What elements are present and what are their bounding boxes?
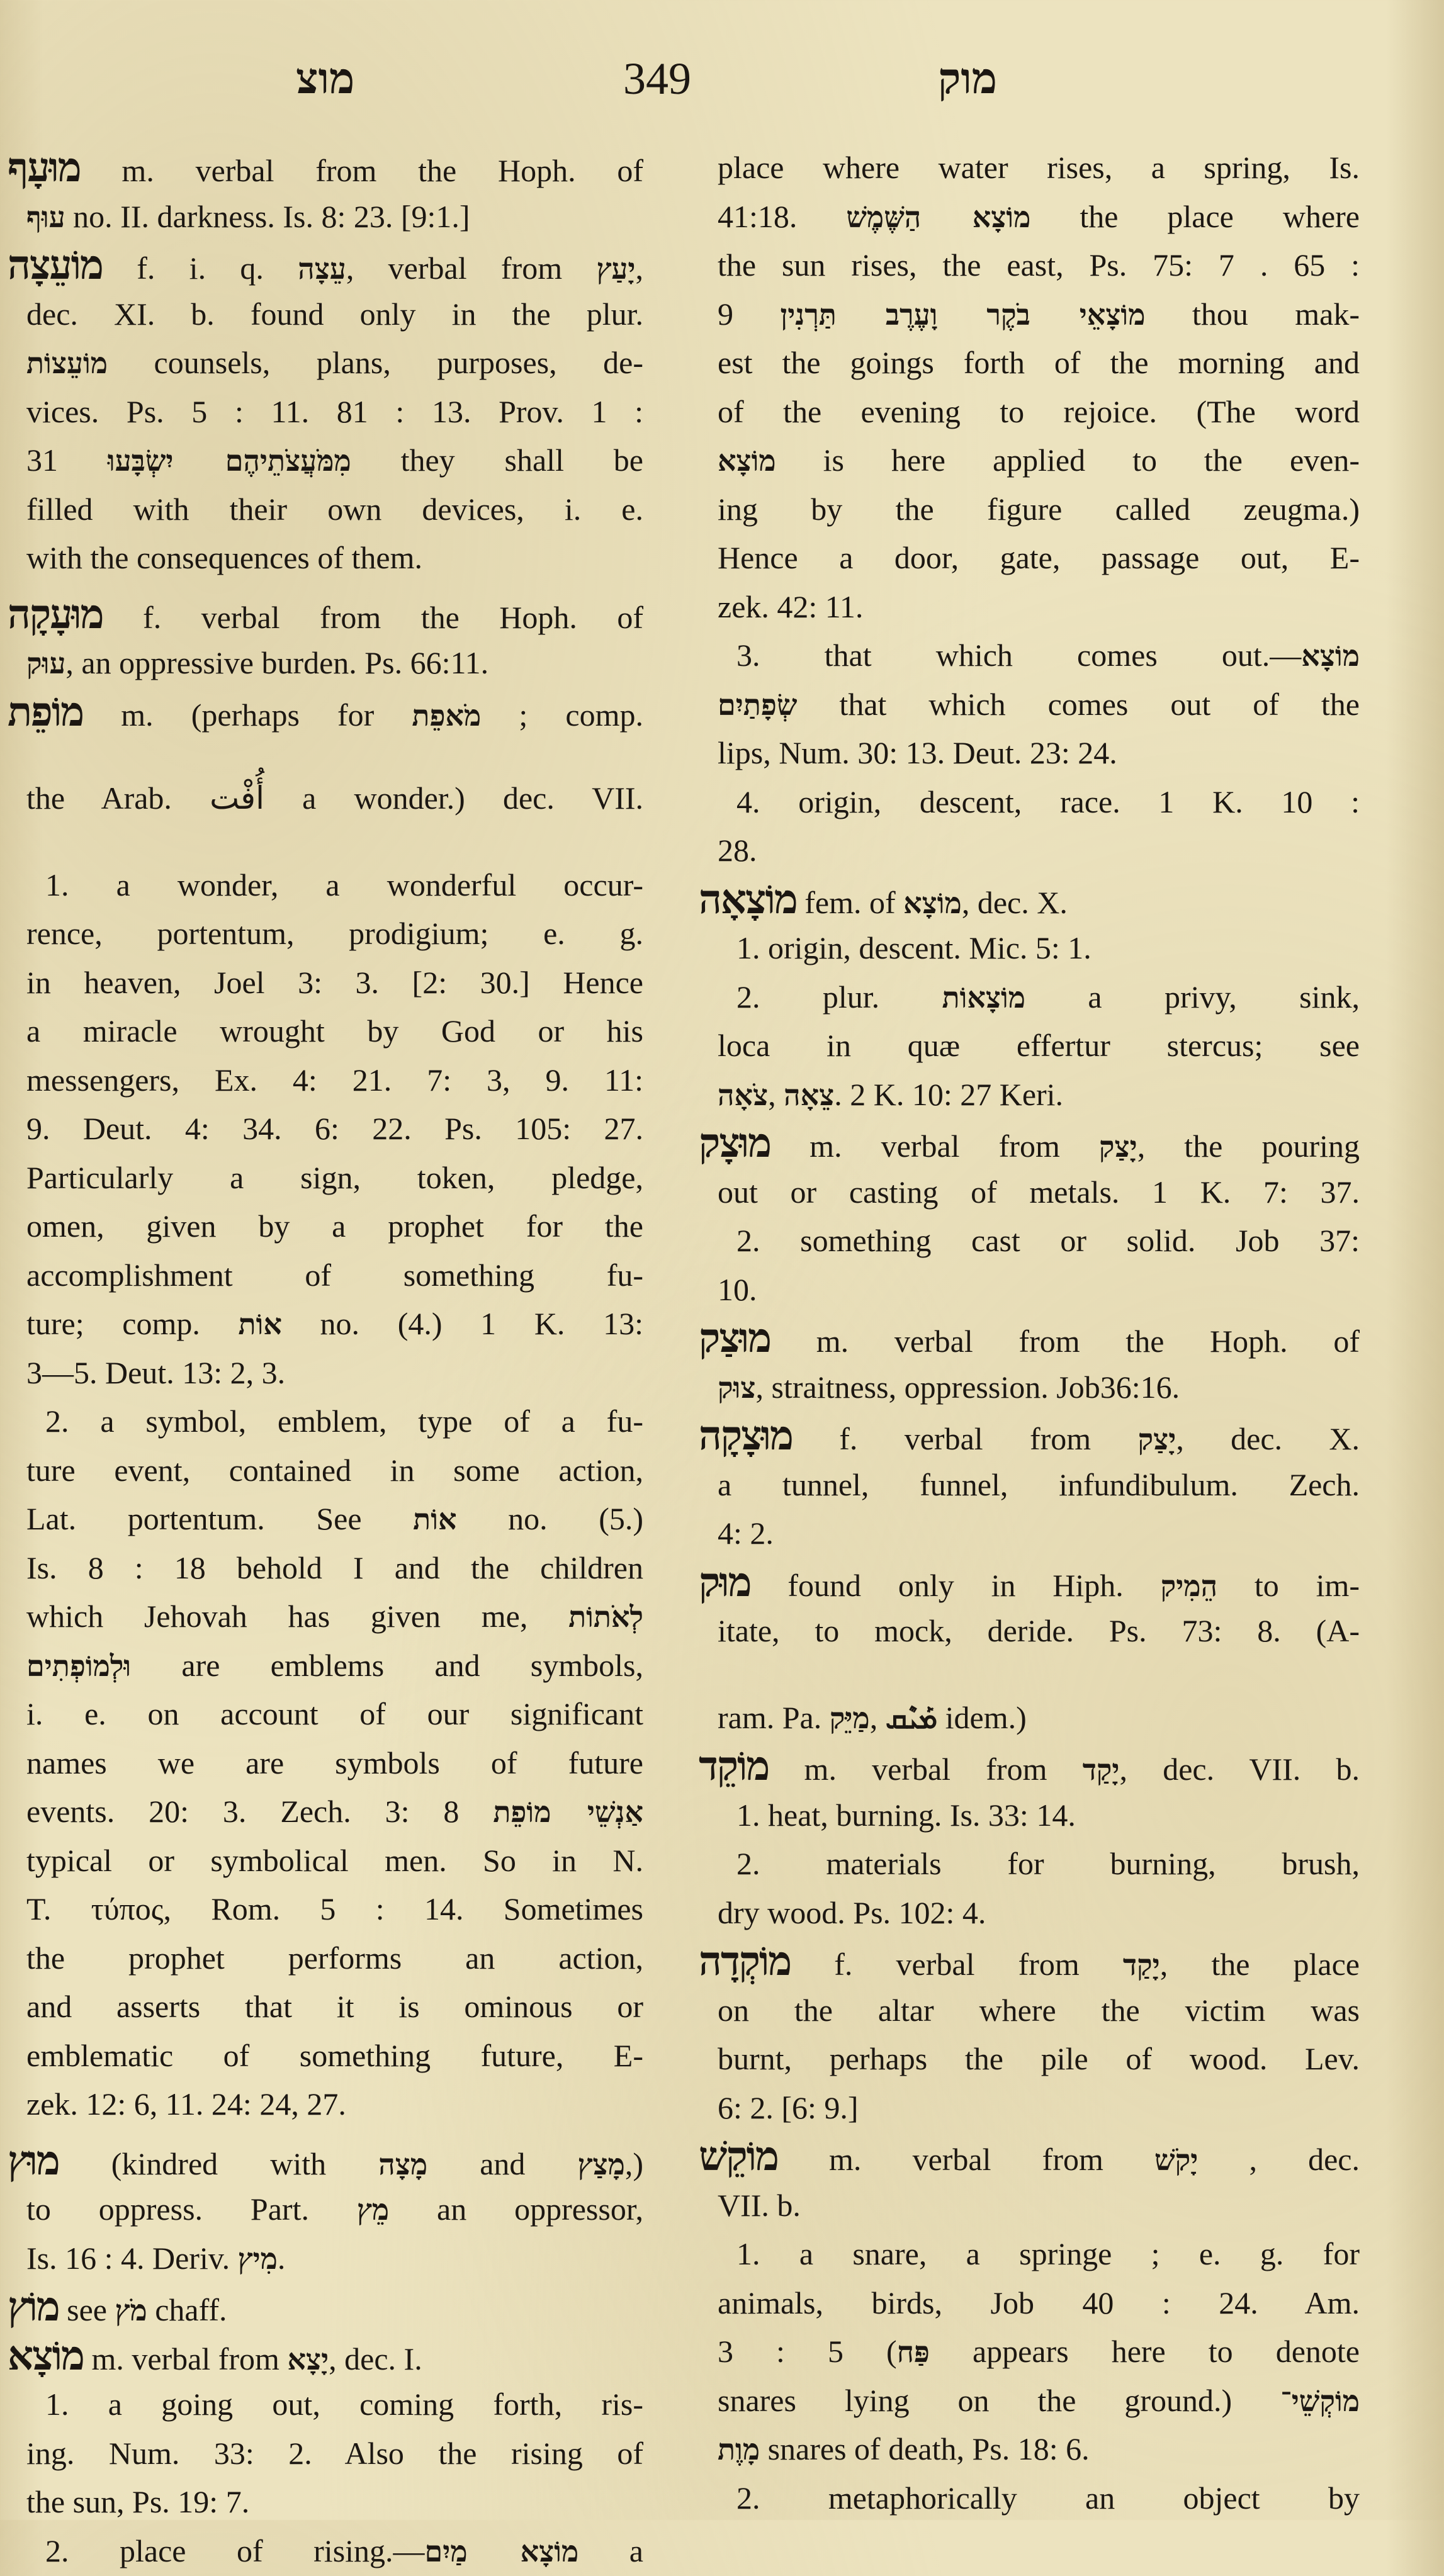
entry-text-line: 2. metaphorically an object by xyxy=(736,2480,1360,2516)
entry-text-line: the sun, Ps. 19: 7. xyxy=(26,2484,250,2519)
entry-text-line: to oppress. Part. מֵץ an oppressor, xyxy=(26,2191,643,2227)
entry-headword-line: מוֹקֵד m. verbal from יָקַד, dec. VII. b. xyxy=(699,1743,1360,1790)
entry-text-line: 2. plur. מוֹצָאוֹת a privy, sink, xyxy=(736,979,1360,1015)
entry-headword-line: מוֹצָאָה fem. of מוֹצָא, dec. X. xyxy=(699,875,1068,923)
headword: מוּץ xyxy=(8,2137,59,2185)
entry-text-line: ture event, contained in some action, xyxy=(26,1452,643,1488)
entry-headword-line: מוּק found only in Hiph. הֵמִיק to im- xyxy=(699,1558,1360,1606)
hebrew-word: יָקַד xyxy=(1122,1948,1160,1982)
headword: מוּעָקָה xyxy=(8,590,103,638)
hebrew-word: מוֹצָא xyxy=(718,444,776,478)
entry-headword-line: מוּצָקָה f. verbal from יָצַק, dec. X. xyxy=(699,1412,1360,1460)
entry-text-line: 6: 2. [6: 9.] xyxy=(718,2089,859,2125)
hebrew-word: יָצָא xyxy=(287,2342,329,2376)
headword: מוֹעֵצָה xyxy=(8,242,103,289)
entry-text-line: and asserts that it is ominous or xyxy=(26,1989,643,2024)
entry-text-line: 2. a symbol, emblem, type of a fu- xyxy=(45,1403,643,1439)
headword: מוּצַק xyxy=(699,1315,771,1362)
hebrew-word: מָצָה xyxy=(378,2147,428,2181)
entry-text-line: snares lying on the ground.) מוֹקְשֵׁי־ xyxy=(718,2382,1360,2418)
entry-text-line: rence, portentum, prodigium; e. g. xyxy=(26,916,643,951)
entry-text-line: zek. 42: 11. xyxy=(718,588,864,624)
entry-text-line: zek. 12: 6, 11. 24: 24, 27. xyxy=(26,2086,346,2122)
headword: מוֹצָא xyxy=(8,2332,84,2380)
headword: מוּצָקָה xyxy=(699,1412,793,1460)
entry-text-line: lips, Num. 30: 13. Deut. 23: 24. xyxy=(718,735,1117,770)
entry-text-line: names we are symbols of future xyxy=(26,1745,643,1780)
entry-text-line: which Jehovah has given me, לְאֹתוֹת xyxy=(26,1599,643,1634)
entry-text-line: 28. xyxy=(718,833,757,868)
hebrew-word: צוּק xyxy=(718,1370,756,1405)
entry-text-line: the sun rises, the east, Ps. 75: 7 . 65 : xyxy=(718,247,1360,283)
entry-text-line: the prophet performs an action, xyxy=(26,1940,643,1976)
entry-text-line: the Arab. أُفْت a wonder.) dec. VII. xyxy=(26,780,643,816)
entry-text-line: of the evening to rejoice. (The word xyxy=(718,393,1360,429)
headword: מוּק xyxy=(699,1558,751,1606)
page-number: 349 xyxy=(623,53,691,104)
entry-text-line: est the goings forth of the morning and xyxy=(718,345,1360,380)
entry-text-line: ing. Num. 33: 2. Also the rising of xyxy=(26,2435,643,2471)
entry-headword-line: מוּעָף m. verbal from the Hoph. of xyxy=(8,144,643,191)
entry-text-line: מוֹעֵצוֹת counsels, plans, purposes, de- xyxy=(26,345,643,380)
hebrew-word: יָעַץ xyxy=(596,252,636,286)
entry-text-line: 9 מוֹצָאֵי בֹקֶר וָעֶרֶב תַּרְנִין thou mak- xyxy=(718,296,1360,332)
entry-text-line: with the consequences of them. xyxy=(26,540,422,575)
entry-text-line: 41:18. מוֹצָא הַשֶּׁמֶשׁ the place where xyxy=(718,198,1360,234)
hebrew-word: מַיֵּק xyxy=(829,1701,870,1735)
entry-text-line: in heaven, Joel 3: 3. [2: 30.] Hence xyxy=(26,964,643,1000)
hebrew-word: מֹאפֵת xyxy=(412,698,482,733)
entry-headword-line: מוֹעֵצָה f. i. q. עֵצָה, verbal from יָעַץ, xyxy=(8,242,643,289)
entry-text-line: itate, to mock, deride. Ps. 73: 8. (A- xyxy=(718,1613,1360,1648)
hebrew-word: יָצַק xyxy=(1137,1422,1176,1456)
entry-text-line: T. τύπος, Rom. 5 : 14. Sometimes xyxy=(26,1891,643,1926)
entry-text-line: a tunnel, funnel, infundibulum. Zech. xyxy=(718,1466,1360,1502)
entry-text-line: on the altar where the victim was xyxy=(718,1992,1360,2028)
entry-text-line: ture; comp. אוֹת no. (4.) 1 K. 13: xyxy=(26,1306,643,1341)
entry-text-line: 1. a wonder, a wonderful occur- xyxy=(45,867,643,903)
hebrew-word: שְׂפָתַיִם xyxy=(718,687,798,722)
headword: מוּצָק xyxy=(699,1120,771,1167)
entry-text-line: עוּק, an oppressive burden. Ps. 66:11. xyxy=(26,645,489,680)
hebrew-word: מוֹצָא מַיִם xyxy=(424,2534,579,2568)
hebrew-word: פַּח xyxy=(896,2335,930,2369)
entry-text-line: Hence a door, gate, passage out, E- xyxy=(718,540,1360,575)
hebrew-word: יָצַק xyxy=(1098,1130,1137,1164)
hebrew-word: לְאֹתוֹת xyxy=(568,1600,643,1634)
entry-headword-line: מוֹפֵת m. (perhaps for מֹאפֵת ; comp. xyxy=(8,688,643,736)
headword: מוֹצָאָה xyxy=(699,875,797,923)
entry-headword-line: מוּעָקָה f. verbal from the Hoph. of xyxy=(8,590,643,638)
entry-text-line: omen, given by a prophet for the xyxy=(26,1208,643,1244)
entry-text-line: filled with their own devices, i. e. xyxy=(26,491,643,527)
right-column xyxy=(699,143,1360,2523)
entry-text-line: 3 : 5 (פַּח appears here to denote xyxy=(718,2334,1360,2369)
entry-text-line: 2. place of rising.—מוֹצָא מַיִם a xyxy=(45,2533,643,2568)
entry-text-line: accomplishment of something fu- xyxy=(26,1257,643,1293)
line-spacer xyxy=(699,1656,1360,1694)
entry-text-line: dry wood. Ps. 102: 4. xyxy=(718,1894,986,1930)
line-spacer xyxy=(8,736,643,774)
entry-text-line: Is. 16 : 4. Deriv. מִיץ. xyxy=(26,2240,286,2276)
entry-headword-line: מוֹצָא m. verbal from יָצָא, dec. I. xyxy=(8,2332,422,2380)
hebrew-word: מוֹצָא xyxy=(903,886,962,920)
entry-text-line: 1. a going out, coming forth, ris- xyxy=(45,2387,643,2422)
entry-text-line: vices. Ps. 5 : 11. 81 : 13. Prov. 1 : xyxy=(26,393,643,429)
entry-text-line: עוּף no. II. darkness. Is. 8: 23. [9:1.] xyxy=(26,198,470,234)
headword: מוֹקֵד xyxy=(699,1743,769,1790)
headword: מוּעָף xyxy=(8,144,81,191)
entry-text-line: events. 20: 3. Zech. 3: 8 אַנְשֵׁי מוֹפֵת xyxy=(26,1794,643,1829)
entry-text-line: 10. xyxy=(718,1271,757,1307)
hebrew-word: מֵץ xyxy=(356,2193,390,2227)
hebrew-word: מֹץ xyxy=(115,2293,147,2327)
entry-text-line: dec. XI. b. found only in the plur. xyxy=(26,296,643,332)
entry-text-line: צֹאָה, צֵאָה. 2 K. 10: 27 Keri. xyxy=(718,1076,1064,1112)
entry-text-line: 2. materials for burning, brush, xyxy=(736,1846,1360,1881)
hebrew-word: וּלְמוֹפְתִים xyxy=(26,1648,132,1683)
entry-text-line: 1. origin, descent. Mic. 5: 1. xyxy=(736,930,1091,965)
hebrew-word: צֹאָה xyxy=(718,1077,769,1112)
hebrew-word: יָקֹשׁ xyxy=(1154,2143,1199,2177)
entry-headword-line: מוּץ (kindred with מָצָה and מָצַץ,) xyxy=(8,2137,643,2185)
entry-text-line: מוֹצָא is here applied to the even- xyxy=(718,442,1360,478)
entry-text-line: 4: 2. xyxy=(718,1516,774,1551)
hebrew-word: צֵאָה xyxy=(784,1077,835,1112)
headword: מוֹקֵשׁ xyxy=(699,2133,778,2180)
entry-text-line: messengers, Ex. 4: 21. 7: 3, 9. 11: xyxy=(26,1062,643,1098)
hebrew-word: ܡܰܝܶܩ xyxy=(885,1701,938,1735)
hebrew-word: מוֹצָא הַשֶּׁמֶשׁ xyxy=(846,200,1031,234)
entry-text-line: ing by the figure called zeugma.) xyxy=(718,491,1360,527)
entry-text-line: animals, birds, Job 40 : 24. Am. xyxy=(718,2285,1360,2320)
hebrew-word: מִיץ xyxy=(237,2241,278,2276)
entry-text-line: Lat. portentum. See אוֹת no. (5.) xyxy=(26,1501,643,1536)
hebrew-word: עוּף xyxy=(26,200,65,234)
entry-headword-line: מוֹקְדָה f. verbal from יָקַד, the place xyxy=(699,1938,1360,1985)
left-guide-word: מוצ xyxy=(296,53,355,104)
hebrew-word: מוֹעֵצוֹת xyxy=(26,346,108,380)
entry-text-line: Is. 8 : 18 behold I and the children xyxy=(26,1550,643,1585)
entry-text-line: loca in quæ effertur stercus; see xyxy=(718,1028,1360,1063)
hebrew-word: אַנְשֵׁי מוֹפֵת xyxy=(493,1795,643,1829)
entry-text-line: 9. Deut. 4: 34. 6: 22. Ps. 105: 27. xyxy=(26,1111,643,1146)
hebrew-word: עֵצָה xyxy=(298,252,346,286)
entry-headword-line: מוּצַק m. verbal from the Hoph. of xyxy=(699,1315,1360,1362)
entry-text-line: burnt, perhaps the pile of wood. Lev. xyxy=(718,2041,1360,2076)
entry-text-line: i. e. on account of our significant xyxy=(26,1696,643,1731)
entry-text-line: 3. that which comes out.—מוֹצָא xyxy=(736,638,1360,673)
entry-text-line: 31 מִמֹּעֲצֹתֵיהֶם יִשְׂבָּעוּ they shall be xyxy=(26,442,643,478)
entry-text-line: 2. something cast or solid. Job 37: xyxy=(736,1223,1360,1258)
entry-text-line: 4. origin, descent, race. 1 K. 10 : xyxy=(736,784,1360,819)
headword: מוֹץ xyxy=(8,2283,59,2331)
entry-text-line: שְׂפָתַיִם that which comes out of the xyxy=(718,686,1360,722)
headword: מוֹקְדָה xyxy=(699,1938,791,1985)
hebrew-word: מִמֹּעֲצֹתֵיהֶם יִשְׂבָּעוּ xyxy=(107,444,351,478)
hebrew-word: עוּק xyxy=(26,646,66,680)
hebrew-word: אוֹת xyxy=(413,1502,457,1536)
line-spacer xyxy=(8,823,643,861)
entry-text-line: מָוֶת snares of death, Ps. 18: 6. xyxy=(718,2431,1090,2466)
hebrew-word: אוֹת xyxy=(238,1307,282,1341)
entry-text-line: out or casting of metals. 1 K. 7: 37. xyxy=(718,1174,1360,1210)
entry-text-line: וּלְמוֹפְתִים are emblems and symbols, xyxy=(26,1647,643,1683)
hebrew-word: מוֹצָאוֹת xyxy=(942,980,1026,1015)
entry-text-line: VII. b. xyxy=(718,2187,801,2223)
entry-text-line: place where water rises, a spring, Is. xyxy=(718,150,1360,185)
hebrew-word: יָקַד xyxy=(1082,1753,1120,1787)
entry-headword-line: מוֹץ see מֹץ chaff. xyxy=(8,2283,227,2331)
headword: מוֹפֵת xyxy=(8,688,84,736)
hebrew-word: מוֹקְשֵׁי־ xyxy=(1280,2383,1360,2418)
entry-text-line: emblematic of something future, E- xyxy=(26,2037,643,2073)
hebrew-word: מָצַץ xyxy=(577,2147,625,2181)
entry-text-line: 1. a snare, a springe ; e. g. for xyxy=(736,2236,1360,2271)
entry-text-line: 3—5. Deut. 13: 2, 3. xyxy=(26,1354,286,1390)
entry-headword-line: מוּצָק m. verbal from יָצַק, the pouring xyxy=(699,1120,1360,1167)
hebrew-word: מָוֶת xyxy=(718,2433,760,2466)
entry-text-line: a miracle wrought by God or his xyxy=(26,1013,643,1049)
entry-text-line: 1. heat, burning. Is. 33: 14. xyxy=(736,1797,1076,1833)
hebrew-word: מוֹצָא xyxy=(1301,639,1360,673)
left-column xyxy=(8,143,643,2575)
entry-text-line: Particularly a sign, token, pledge, xyxy=(26,1159,643,1195)
entry-headword-line: מוֹקֵשׁ m. verbal from יָקֹשׁ , dec. xyxy=(699,2133,1360,2180)
entry-text-line: typical or symbolical men. So in N. xyxy=(26,1842,643,1878)
entry-text-line: ram. Pa. מַיֵּק, ܡܰܝܶܩ idem.) xyxy=(718,1699,1027,1735)
right-guide-word: מוק xyxy=(938,53,998,104)
hebrew-word: הֵמִיק xyxy=(1160,1568,1218,1603)
entry-text-line: צוּק, straitness, oppression. Job36:16. xyxy=(718,1369,1180,1405)
hebrew-word: מוֹצָאֵי בֹקֶר וָעֶרֶב תַּרְנִין xyxy=(780,297,1146,332)
running-head xyxy=(0,44,1444,113)
